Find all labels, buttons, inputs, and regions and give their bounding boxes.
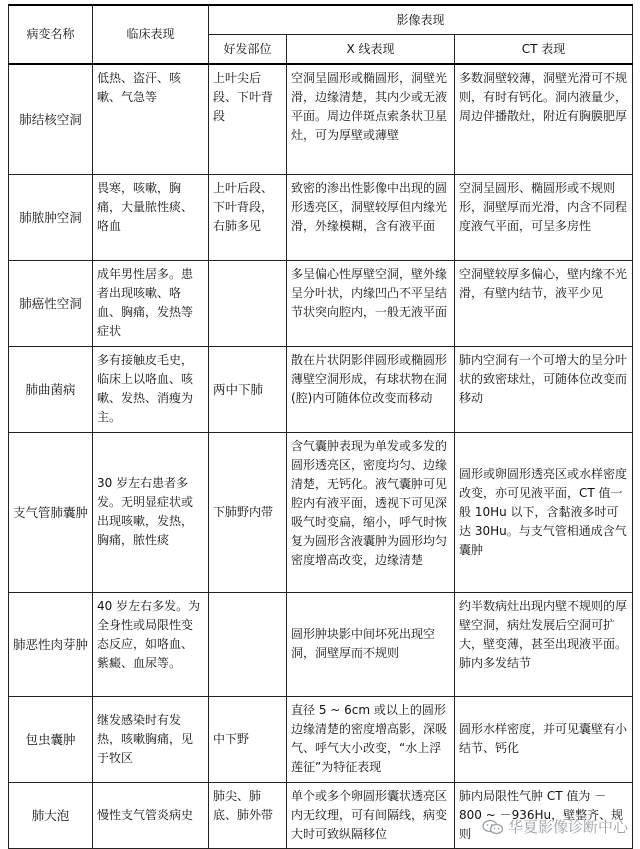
cell-site: 下肺野内带 [209, 432, 287, 592]
cell-clinical: 多有接触皮毛史，临床上以咯血、咳嗽、发热、消瘦为主。 [93, 346, 209, 432]
cell-ct: 约半数病灶出现内壁不规则的厚壁空洞，病灶发展后空洞可扩大，壁变薄，甚至出现液平面。肺内多发结节 [455, 592, 633, 696]
cell-ct: 圆形水样密度，并可见囊壁有小结节、钙化 [455, 696, 633, 782]
cell-clinical: 慢性支气管炎病史 [93, 782, 209, 848]
cell-ct: 多数洞壁较薄，洞壁光滑可不规则，有时有钙化。洞内液量少，周边伴播散灶，附近有胸膜肥厚 [455, 64, 633, 174]
cell-name: 肺曲菌病 [9, 346, 93, 432]
header-imaging: 影像表现 [209, 5, 633, 35]
cell-clinical: 继发感染时有发热，咳嗽胸痛，见于牧区 [93, 696, 209, 782]
table-row [9, 592, 633, 696]
cell-ct: 空洞壁较厚多偏心，壁内缘不光滑，有壁内结节，液平少见 [455, 260, 633, 346]
cell-site [209, 592, 287, 696]
table-row [9, 346, 633, 432]
cell-clinical: 畏寒，咳嗽，胸痛，大量脓性痰、咯血 [93, 174, 209, 260]
cell-xray: 单个或多个卵圆形囊状透亮区内无纹理，可有间隔线，病变大时可致纵隔移位 [287, 782, 455, 848]
cell-name: 肺恶性肉芽肿 [9, 592, 93, 696]
document-page [8, 4, 632, 841]
cell-name: 包虫囊肿 [9, 696, 93, 782]
cell-name: 肺癌性空洞 [9, 260, 93, 346]
cell-ct: 空洞呈圆形、椭圆形或不规则形，洞壁厚而光滑，内含不同程度液气平面，可呈多房性 [455, 174, 633, 260]
header-xray: X 线表现 [287, 35, 455, 65]
cell-name: 肺结核空洞 [9, 64, 93, 174]
cell-clinical: 低热、盗汗、咳嗽、气急等 [93, 64, 209, 174]
table-row [9, 174, 633, 260]
cell-ct: 肺内局限性气肿 CT 值为 －800 ~ －936Hu，壁整齐、规则 [455, 782, 633, 848]
cell-xray: 空洞呈圆形或椭圆形，洞壁光滑，边缘清楚，其内少或无液平面。周边伴斑点索条状卫星灶，可为厚壁或薄壁 [287, 64, 455, 174]
header-ct: CT 表现 [455, 35, 633, 65]
cell-clinical: 30 岁左右患者多发。无明显症状或出现咳嗽，发热，胸痛，脓性痰 [93, 432, 209, 592]
comparison-table [8, 4, 633, 849]
cell-site: 上叶尖后段、下叶背段 [209, 64, 287, 174]
cell-xray: 散在片状阴影伴圆形或椭圆形薄壁空洞形成，有球状物在洞(腔)内可随体位改变而移动 [287, 346, 455, 432]
cell-xray: 致密的渗出性影像中出现的圆形透亮区，洞壁较厚但内缘光滑，外缘模糊，含有液平面 [287, 174, 455, 260]
cell-xray: 多呈偏心性厚壁空洞，壁外缘呈分叶状，内缘凹凸不平呈结节状突向腔内，一般无液平面 [287, 260, 455, 346]
cell-site: 两中下肺 [209, 346, 287, 432]
cell-xray: 含气囊肿表现为单发或多发的圆形透亮区，密度均匀、边缘清楚，无钙化。液气囊肿可见腔内有液平面，透视下可见深吸气时变扁，缩小，呼气时恢复为圆形含液囊肿为圆形均匀密度增高改变，边缘清楚 [287, 432, 455, 592]
cell-ct: 圆形或卵圆形透亮区或水样密度改变，亦可见液平面，CT 值一般 10Hu 以下，含黏液多时可达 30Hu。与支气管相通成含气囊肿 [455, 432, 633, 592]
cell-site: 中下野 [209, 696, 287, 782]
cell-name: 支气管肺囊肿 [9, 432, 93, 592]
header-name: 病变名称 [9, 5, 93, 64]
cell-ct: 肺内空洞有一个可增大的呈分叶状的致密球灶，可随体位改变而移动 [455, 346, 633, 432]
watermark [482, 816, 628, 837]
cell-xray: 直径 5 ~ 6cm 或以上的圆形边缘清楚的密度增高影，深吸气、呼气大小改变，“水上浮莲征”为特征表现 [287, 696, 455, 782]
table-row [9, 782, 633, 848]
table-row [9, 260, 633, 346]
header-clinical: 临床表现 [93, 5, 209, 64]
table-row [9, 64, 633, 174]
cell-site: 上叶后段、下叶背段，右肺多见 [209, 174, 287, 260]
cell-clinical: 成年男性居多。患者出现咳嗽、咯血、胸痛，发热等症状 [93, 260, 209, 346]
cell-clinical: 40 岁左右多发。为全身性或局限性变态反应，如咯血、紫癜、血尿等。 [93, 592, 209, 696]
cell-site: 肺尖、肺底、肺外带 [209, 782, 287, 848]
cell-xray: 圆形肿块影中间坏死出现空洞，洞壁厚而不规则 [287, 592, 455, 696]
header-site: 好发部位 [209, 35, 287, 65]
wechat-icon [482, 819, 504, 835]
cell-name: 肺大泡 [9, 782, 93, 848]
cell-site [209, 260, 287, 346]
table-row [9, 696, 633, 782]
watermark-text: 华夏影像诊断中心 [507, 818, 628, 836]
table-row [9, 432, 633, 592]
cell-name: 肺脓肿空洞 [9, 174, 93, 260]
